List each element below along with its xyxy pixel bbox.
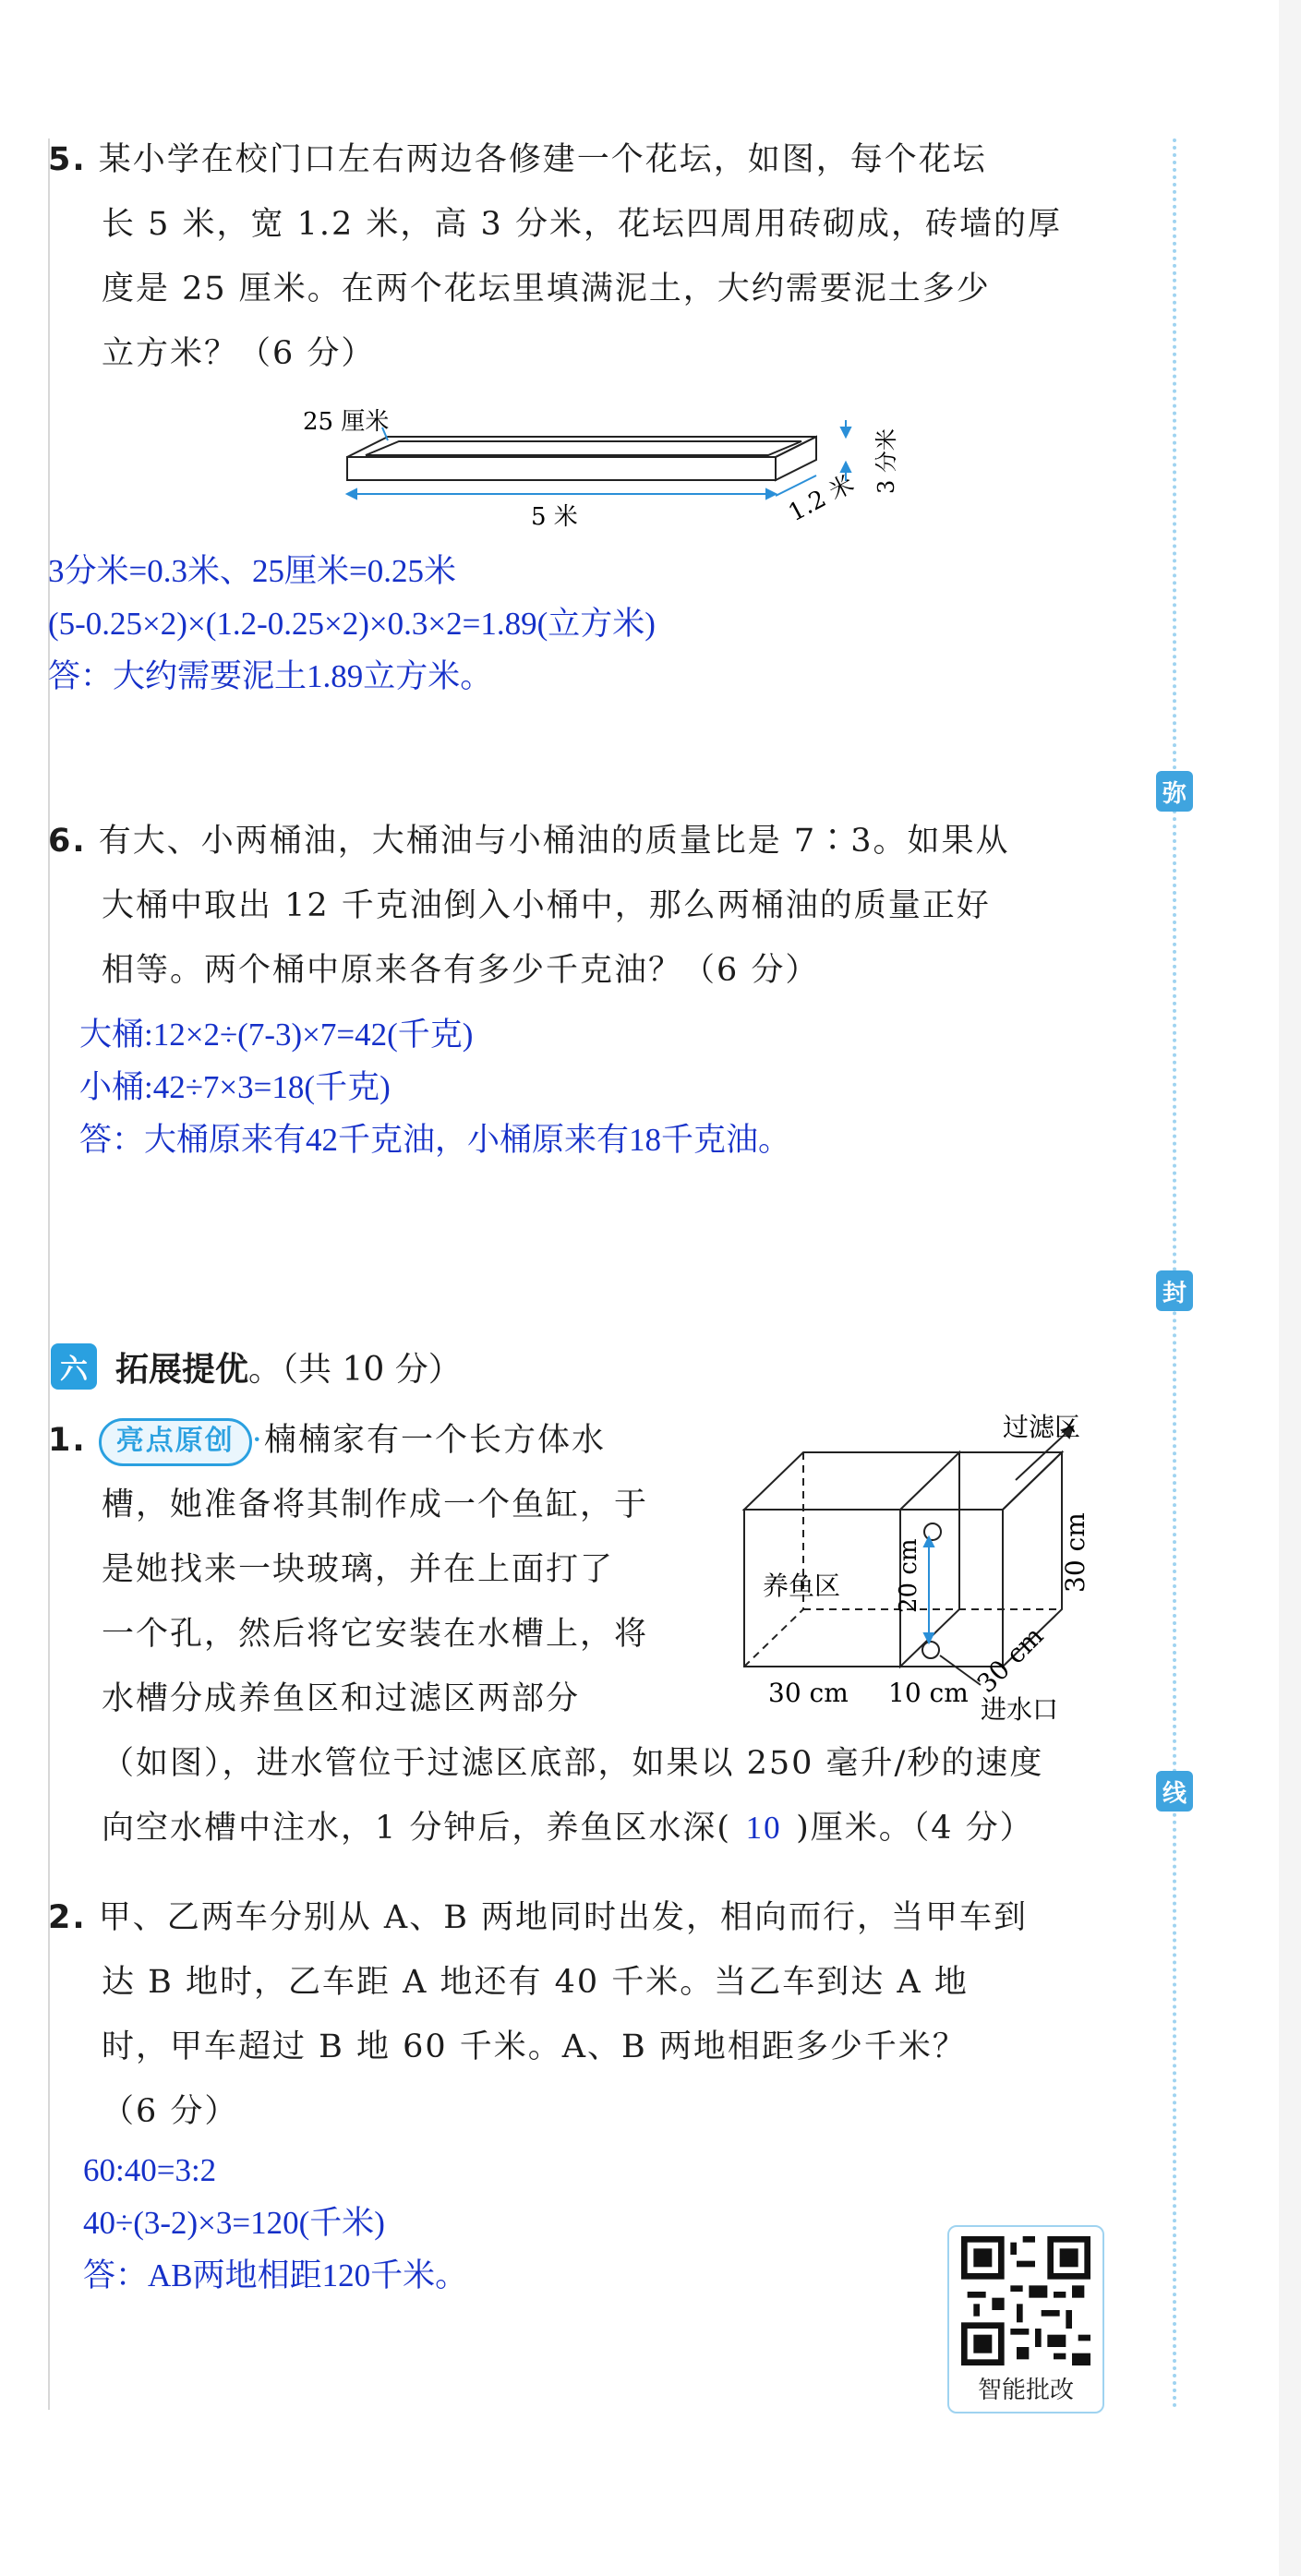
question-text: 立方米？（6 分） — [102, 335, 376, 372]
question-text: （如图），进水管位于过滤区底部，如果以 250 毫升/秒的速度 — [102, 1745, 1044, 1782]
height-label: 3 分米 — [873, 428, 899, 494]
glass-hole-top — [924, 1523, 941, 1540]
glass-hole-bottom — [922, 1642, 939, 1658]
question-text: 向空水槽中注水，1 分钟后，养鱼区水深( — [102, 1810, 732, 1847]
aquarium-figure — [711, 1408, 1154, 1722]
question-text: （6 分） — [102, 2093, 239, 2130]
answer-line: 答：大约需要泥土1.89立方米。 — [48, 658, 493, 694]
top-face — [744, 1452, 1062, 1510]
problem-2 — [48, 1885, 1028, 2144]
answer-line: (5-0.25×2)×(1.2-0.25×2)×0.3×2=1.89(立方米) — [48, 606, 656, 642]
question-text: 楠楠家有一个长方体水 — [263, 1422, 606, 1459]
arrow-head — [766, 489, 776, 499]
question-text: 大桶中取出 12 千克油倒入小桶中，那么两桶油的质量正好 — [102, 887, 991, 924]
arrow-head — [841, 427, 850, 437]
flowerbed-figure — [295, 392, 905, 531]
qr-code-icon — [961, 2236, 1090, 2365]
answer-line: 答：大桶原来有42千克油，小桶原来有18千克油。 — [79, 1122, 791, 1158]
filter-zone-label: 过滤区 — [1003, 1412, 1081, 1442]
question-text: 是她找来一块玻璃，并在上面打了 — [102, 1551, 615, 1588]
question-text: 槽，她准备将其制作成一个鱼缸，于 — [102, 1487, 649, 1523]
seal-tag-feng: 封 — [1156, 1270, 1193, 1311]
hole-height-label: 20 cm — [895, 1538, 922, 1613]
question-text: 时，甲车超过 B 地 60 千米。A、B 两地相距多少千米？ — [102, 2028, 967, 2065]
question-text: 某小学在校门口左右两边各修建一个花坛，如图，每个花坛 — [98, 141, 987, 178]
highlight-original-badge: 亮点原创 — [99, 1418, 252, 1466]
question-text: 长 5 米，宽 1.2 米，高 3 分米，花坛四周用砖砌成，砖墙的厚 — [102, 206, 1062, 243]
arrow-head — [347, 489, 356, 499]
question-text: )厘米。（4 分） — [796, 1810, 1034, 1847]
bed-inner-rim — [366, 441, 801, 455]
answer-line: 40÷(3-2)×3=120(千米) — [83, 2205, 385, 2241]
question-text: 有大、小两桶油，大桶油与小桶油的质量比是 7∶3。如果从 — [98, 823, 1010, 860]
fish-zone-label: 养鱼区 — [763, 1571, 841, 1601]
length-label-30: 30 cm — [768, 1678, 849, 1708]
question-text: 水槽分成养鱼区和过滤区两部分 — [102, 1680, 581, 1717]
answer-6 — [79, 1008, 790, 1166]
answer-line: 3分米=0.3米、25厘米=0.25米 — [48, 553, 456, 589]
section-badge: 六 — [51, 1343, 97, 1390]
question-6 — [48, 809, 1009, 1003]
answer-line: 答：AB两地相距120千米。 — [83, 2257, 468, 2293]
qr-code-card[interactable] — [947, 2225, 1104, 2413]
seal-tag-xian: 线 — [1156, 1771, 1193, 1812]
bed-top-face — [347, 437, 816, 457]
section-score: 。（共 10 分） — [248, 1350, 462, 1389]
bed-front-face — [347, 457, 776, 480]
arrow-head — [924, 1537, 934, 1547]
problem-1: 1. 亮点原创 ·楠楠家有一个长方体水 槽，她准备将其制作成一个鱼缸，于 是她找来一块玻璃，并在上面打了 一个孔，然后将它安装在水槽上，将 水槽分成养鱼区和过滤区两部分 （如图），进水管位于过滤区底部，如果以 250 毫升/秒的速度 向空水槽中注水，1 分钟后，养鱼区水深( 10 )厘米。（4 分） — [48, 1408, 1043, 1860]
inlet-label: 进水口 — [981, 1694, 1059, 1722]
answer-line: 大桶:12×2÷(7-3)×7=42(千克) — [79, 1017, 474, 1053]
question-number: 1. — [48, 1422, 87, 1459]
question-number: 6. — [48, 823, 87, 860]
question-text: 度是 25 厘米。在两个花坛里填满泥土，大约需要泥土多少 — [102, 271, 991, 307]
length-label: 5 米 — [531, 503, 578, 531]
question-number: 2. — [48, 1899, 87, 1936]
question-number: 5. — [48, 141, 87, 178]
answer-5 — [48, 545, 656, 703]
seal-tag-mi: 弥 — [1156, 771, 1193, 812]
qr-label: 智能批改 — [977, 2377, 1074, 2404]
width-label: 1.2 米 — [784, 470, 860, 528]
question-text: 甲、乙两车分别从 A、B 两地同时出发，相向而行，当甲车到 — [98, 1899, 1029, 1936]
question-text: 达 B 地时，乙车距 A 地还有 40 千米。当乙车到达 A 地 — [102, 1964, 969, 2001]
answer-line: 60:40=3:2 — [83, 2152, 217, 2188]
question-5 — [48, 127, 1062, 386]
height-label: 30 cm — [1060, 1512, 1090, 1593]
length-label-10: 10 cm — [888, 1678, 969, 1708]
section-header — [51, 1339, 462, 1394]
answer-line: 小桶:42÷7×3=18(千克) — [79, 1069, 391, 1105]
thickness-label: 25 厘米 — [303, 408, 390, 436]
question-text: 相等。两个桶中原来各有多少千克油？（6 分） — [102, 952, 820, 989]
question-text: 一个孔，然后将它安装在水槽上，将 — [102, 1616, 649, 1653]
hidden-edge — [744, 1609, 803, 1667]
depth-label: 30 cm — [970, 1620, 1050, 1699]
section-title: 拓展提优 — [115, 1350, 249, 1389]
answer-blank: 10 — [745, 1810, 782, 1846]
answer-p2 — [83, 2144, 467, 2302]
